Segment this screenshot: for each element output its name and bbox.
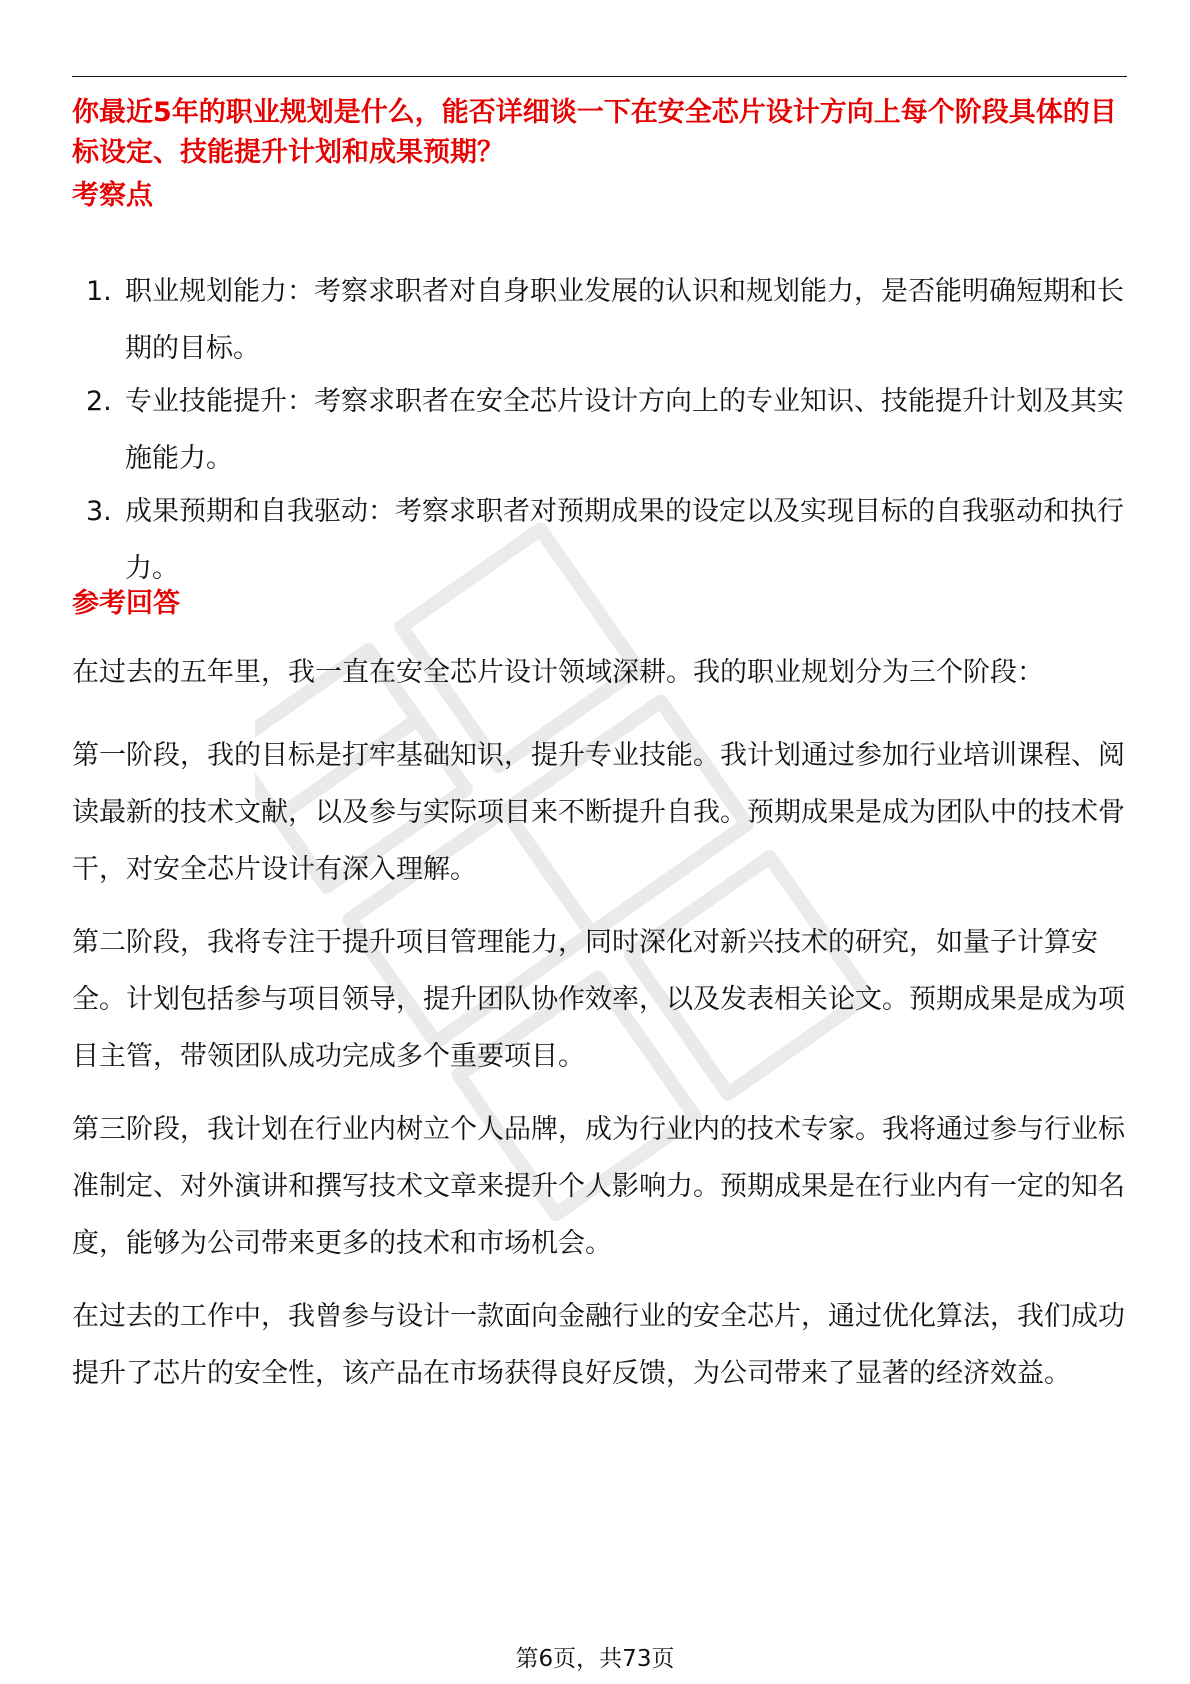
points-heading: 考察点 <box>72 180 153 211</box>
answer-paragraph: 第一阶段，我的目标是打牢基础知识，提升专业技能。我计划通过参加行业培训课程、阅读最新的技术文献，以及参与实际项目来不断提升自我。预期成果是成为团队中的技术骨干，对安全芯片设计有深入理解。 <box>72 740 1125 885</box>
list-number: 1. <box>86 276 112 307</box>
list-number: 2. <box>86 386 112 417</box>
list-item <box>72 483 1132 597</box>
top-divider <box>72 76 1127 77</box>
list-item-text: 职业规划能力：考察求职者对自身职业发展的认识和规划能力，是否能明确短期和长期的目标。 <box>125 276 1124 364</box>
answer-heading: 参考回答 <box>72 588 180 619</box>
assessment-points-list <box>72 263 1132 597</box>
list-item-text: 成果预期和自我驱动：考察求职者对预期成果的设定以及实现目标的自我驱动和执行力。 <box>125 496 1124 584</box>
answer-paragraph: 在过去的五年里，我一直在安全芯片设计领域深耕。我的职业规划分为三个阶段： <box>72 657 1044 688</box>
question-title: 你最近5年的职业规划是什么，能否详细谈一下在安全芯片设计方向上每个阶段具体的目标设定、技能提升计划和成果预期？ <box>72 97 1117 168</box>
list-item-text: 专业技能提升：考察求职者在安全芯片设计方向上的专业知识、技能提升计划及其实施能力。 <box>125 386 1124 474</box>
list-item <box>72 373 1132 487</box>
answer-paragraph: 在过去的工作中，我曾参与设计一款面向金融行业的安全芯片，通过优化算法，我们成功提升了芯片的安全性，该产品在市场获得良好反馈，为公司带来了显著的经济效益。 <box>72 1301 1125 1389</box>
page-footer: 第6页，共73页 <box>515 1646 675 1672</box>
answer-paragraph: 第二阶段，我将专注于提升项目管理能力，同时深化对新兴技术的研究，如量子计算安全。计划包括参与项目领导，提升团队协作效率，以及发表相关论文。预期成果是成为项目主管，带领团队成功完成多个重要项目。 <box>72 927 1125 1072</box>
list-item <box>72 263 1132 377</box>
list-number: 3. <box>86 496 112 527</box>
answer-paragraph: 第三阶段，我计划在行业内树立个人品牌，成为行业内的技术专家。我将通过参与行业标准制定、对外演讲和撰写技术文章来提升个人影响力。预期成果是在行业内有一定的知名度，能够为公司带来更多的技术和市场机会。 <box>72 1114 1125 1259</box>
